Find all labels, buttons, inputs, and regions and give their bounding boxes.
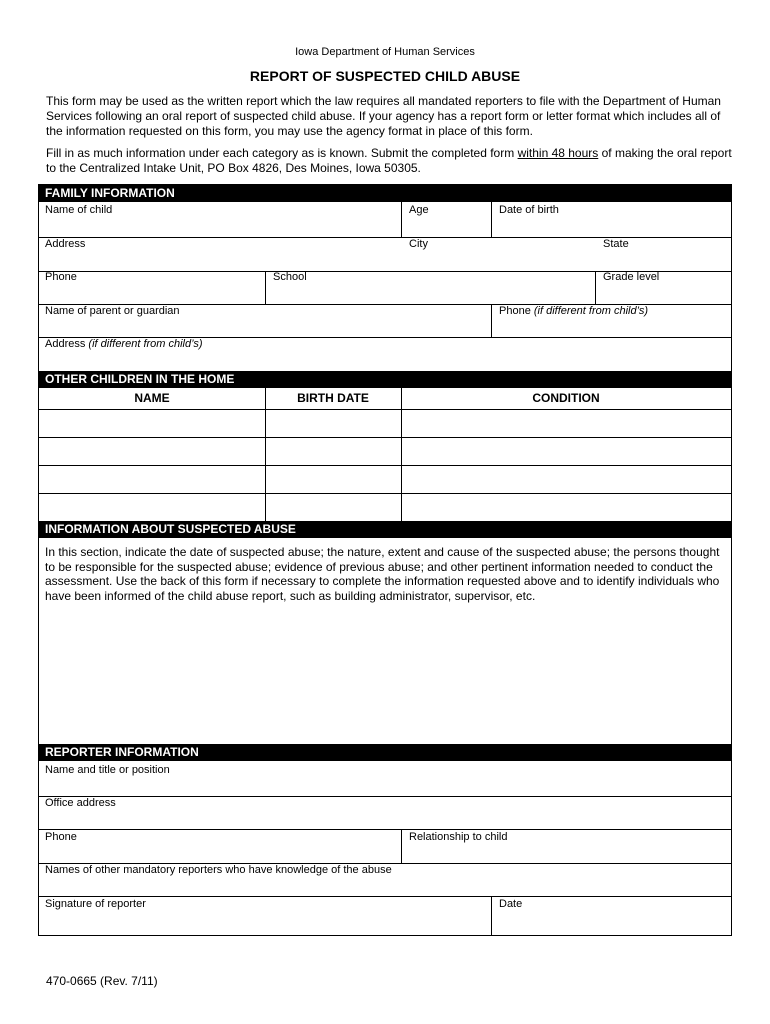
form-number: 470-0665 (Rev. 7/11)	[46, 974, 158, 988]
divider	[265, 271, 266, 304]
divider	[401, 202, 402, 237]
column-header-birth-date: BIRTH DATE	[297, 391, 369, 405]
divider	[401, 829, 402, 863]
signature-label: Signature of reporter	[45, 898, 146, 910]
reporter-name-title-label: Name and title or position	[45, 764, 170, 776]
reporter-phone-label: Phone	[45, 831, 77, 843]
table-row	[39, 409, 731, 410]
parent-name-label: Name of parent or guardian	[45, 305, 180, 317]
suspected-abuse-heading: INFORMATION ABOUT SUSPECTED ABUSE	[39, 521, 731, 538]
parent-phone-note: (if different from child’s)	[533, 305, 648, 317]
relationship-label: Relationship to child	[409, 831, 508, 843]
school-label: School	[273, 271, 307, 283]
divider	[595, 271, 596, 304]
parent-phone-label	[499, 305, 648, 318]
state-label: State	[603, 238, 629, 250]
office-address-label: Office address	[45, 797, 116, 809]
name-of-child-label: Name of child	[45, 204, 113, 216]
parent-address-text: Address	[45, 338, 86, 350]
grade-level-label: Grade level	[603, 271, 660, 283]
form-title: REPORT OF SUSPECTED CHILD ABUSE	[249, 68, 521, 84]
report-form	[38, 184, 732, 936]
address-label: Address	[45, 238, 86, 250]
divider	[491, 304, 492, 337]
divider	[39, 896, 731, 897]
column-header-condition: CONDITION	[532, 391, 600, 405]
intro-paragraph-2	[46, 146, 736, 176]
divider	[39, 796, 731, 797]
city-label: City	[409, 238, 428, 250]
intro-text-after: of making the oral report to the Centralized Intake Unit, PO Box 4826, Des Moines, Iowa 50305.	[46, 146, 732, 175]
parent-address-label	[45, 338, 203, 351]
phone-label: Phone	[45, 271, 77, 283]
parent-address-note: (if different from child’s)	[88, 338, 203, 350]
other-children-heading: OTHER CHILDREN IN THE HOME	[39, 371, 731, 388]
date-label: Date	[499, 898, 523, 910]
divider	[39, 829, 731, 830]
family-information-heading: FAMILY INFORMATION	[39, 185, 731, 202]
intro-paragraph-1: This form may be used as the written report which the law requires all mandated reporters to file with the Department of Human Services following an oral report of suspected child abuse. If your agency has a report form or letter format which includes all of the information requested on this form, you may use the agency format in place of this form.	[46, 94, 721, 138]
column-header-name: NAME	[134, 391, 170, 405]
column-divider	[401, 388, 402, 521]
parent-phone-text: Phone	[499, 305, 531, 317]
age-label: Age	[409, 204, 429, 216]
abuse-instructions: In this section, indicate the date of suspected abuse; the nature, extent and cause of the suspected abuse; the persons thought to be responsible for the suspected abuse; evidence of previous abuse; and other pertinent information needed to conduct the assessment. Use the back of this form if necessary to complete the information requested above and to identify individuals who have been informed of the child abuse report, such as building administrator, supervisor, etc.	[45, 545, 720, 603]
other-reporters-label: Names of other mandatory reporters who have knowledge of the abuse	[45, 864, 392, 876]
reporter-information-heading: REPORTER INFORMATION	[39, 744, 731, 761]
table-row	[39, 493, 731, 494]
intro-text-before: Fill in as much information under each category as is known. Submit the completed form	[46, 146, 518, 160]
table-row	[39, 465, 731, 466]
date-of-birth-label: Date of birth	[499, 204, 559, 216]
column-divider	[265, 388, 266, 521]
divider	[491, 202, 492, 237]
table-row	[39, 437, 731, 438]
agency-name: Iowa Department of Human Services	[295, 46, 475, 58]
divider	[491, 896, 492, 935]
deadline-text: within 48 hours	[517, 146, 599, 160]
